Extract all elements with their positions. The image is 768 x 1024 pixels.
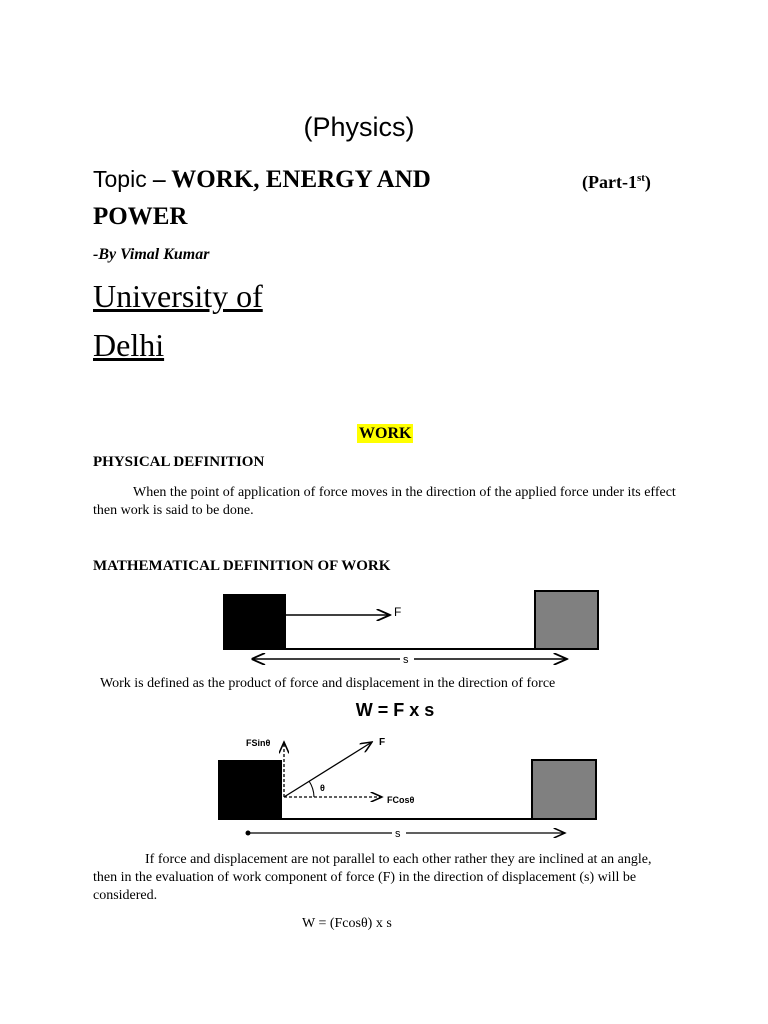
inclined-force-label: F	[379, 737, 386, 748]
horizontal-component-label: FCosθ	[387, 795, 415, 805]
block-initial-inclined	[218, 760, 282, 819]
part-superscript: st	[636, 172, 645, 184]
vertical-component-label: FSinθ	[246, 738, 271, 748]
angle-arc	[309, 781, 314, 797]
displacement-label: s	[403, 654, 409, 666]
formula-work: W = F x s	[355, 700, 435, 720]
topic-title-line2: POWER	[93, 203, 188, 230]
work-heading: WORK	[359, 425, 412, 442]
force-label: F	[394, 605, 402, 619]
displacement-start-dot	[246, 831, 251, 836]
formula-work-inclined: W = (Fcosθ) x s	[302, 916, 392, 931]
block-final-inclined	[532, 760, 596, 819]
part-close: )	[644, 172, 651, 192]
topic-dash: –	[146, 166, 172, 193]
mathematical-definition-heading: MATHEMATICAL DEFINITION OF WORK	[93, 558, 391, 574]
physical-definition-heading: PHYSICAL DEFINITION	[93, 454, 265, 470]
university-line2: Delhi	[93, 327, 165, 363]
part-text: (Part-1	[582, 172, 637, 192]
physical-definition-text: When the point of application of force moves in the direction of the applied force under its effect then work is said to be done.	[93, 485, 676, 518]
topic-label: Topic	[93, 166, 147, 192]
topic-title-line1: WORK, ENERGY AND	[171, 166, 431, 193]
inclined-force-arrow	[284, 742, 372, 797]
subject-title: (Physics)	[303, 112, 415, 142]
inclined-force-text: If force and displacement are not parallel to each other rather they are inclined at an angle, then in the evaluation of work component of force (F) in the direction of displacement (s) will be considered.	[93, 852, 652, 903]
university-line1: University of	[93, 278, 263, 314]
author-byline: -By Vimal Kumar	[93, 246, 210, 263]
work-description: Work is defined as the product of force and displacement in the direction of force	[100, 676, 556, 691]
angle-label: θ	[320, 783, 325, 793]
displacement-label-inclined: s	[395, 828, 401, 840]
